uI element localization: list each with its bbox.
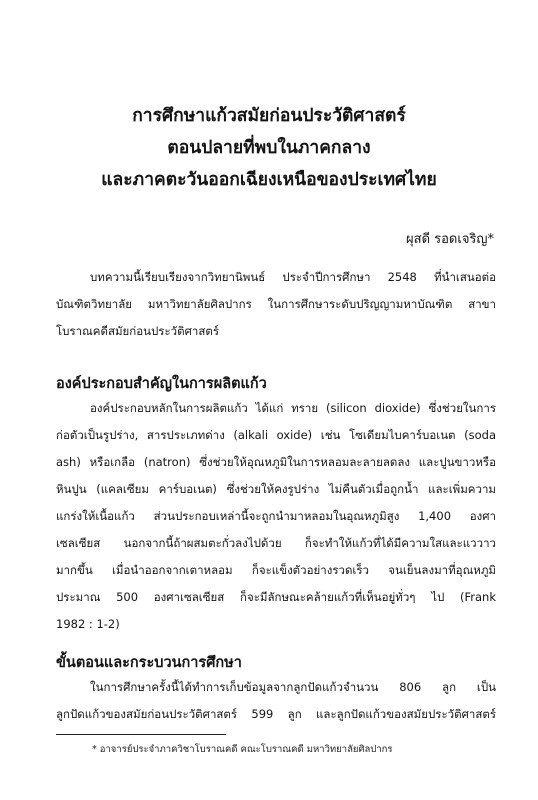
- abstract-paragraph: [56, 264, 496, 345]
- text-line: ในการศึกษาครั้งนี้ได้ทำการเก็บข้อมูลจากลูกปัดแก้วจำนวน 806 ลูก เป็น: [90, 680, 496, 694]
- title-line: ตอนปลายที่พบในภาคกลาง: [167, 138, 371, 158]
- article-title: [40, 100, 498, 196]
- text-line: หินปูน (แคลเซียม คาร์บอเนต) ซึ่งช่วยให้คงรูปร่าง ไม่คืนตัวเมื่อถูกน้ำ และเพิ่มความ: [56, 482, 496, 496]
- author-name: ผุสดี รอดเจริญ*: [406, 232, 494, 247]
- title-line: และภาคตะวันออกเฉียงเหนือของประเทศไทย: [101, 170, 437, 190]
- text-line: แกร่งให้เนื้อแก้ว ส่วนประกอบเหล่านี้จะถูกนำมาหลอมในอุณหภูมิสูง 1,400 องศา: [56, 509, 496, 523]
- text-line: บัณฑิตวิทยาลัย มหาวิทยาลัยศิลปากร ในการศึกษาระดับปริญญามหาบัณฑิต สาขา: [56, 297, 496, 311]
- section-heading-study-process: ขั้นตอนและกระบวนการศึกษา: [56, 655, 242, 671]
- footnote: * อาจารย์ประจำภาควิชาโบราณคดี คณะโบราณคดี มหาวิทยาลัยศิลปากร: [92, 744, 393, 755]
- section-paragraph-glass-components: [56, 395, 496, 638]
- section-heading-glass-components: องค์ประกอบสำคัญในการผลิตแก้ว: [56, 376, 267, 392]
- text-line: ลูกปัดแก้วของสมัยก่อนประวัติศาสตร์ 599 ลูก และลูกปัดแก้วของสมัยประวัติศาสตร์: [56, 707, 496, 721]
- footnote-divider: [56, 734, 226, 735]
- text-line: ash) หรือเกลือ (natron) ซึ่งช่วยให้อุณหภูมิในการหลอมละลายลดลง และปูนขาวหรือ: [56, 455, 496, 469]
- text-line: มากขึ้น เมื่อนำออกจากเตาหลอม ก็จะแข็งตัวอย่างรวดเร็ว จนเย็นลงมาที่อุณหภูมิ: [56, 563, 496, 577]
- text-line: บทความนี้เรียบเรียงจากวิทยานิพนธ์ ประจำปีการศึกษา 2548 ที่นำเสนอต่อ: [90, 270, 496, 284]
- text-line: โบราณคดีสมัยก่อนประวัติศาสตร์: [56, 324, 220, 338]
- text-line: องค์ประกอบหลักในการผลิตแก้ว ได้แก่ ทราย (silicon dioxide) ซึ่งช่วยในการ: [90, 401, 496, 415]
- text-line: เซลเซียส นอกจากนี้ถ้าผสมตะกั่วลงไปด้วย ก็จะทำให้แก้วที่ได้มีความใสและแววาว: [56, 536, 496, 550]
- section-paragraph-study-process: [56, 674, 496, 728]
- title-line: การศึกษาแก้วสมัยก่อนประวัติศาสตร์: [132, 106, 406, 126]
- text-line: 1982 : 1-2): [56, 617, 120, 631]
- text-line: ก่อตัวเป็นรูปร่าง, สารประเภทด่าง (alkali oxide) เช่น โซเดียมไบคาร์บอเนต (soda: [56, 428, 496, 442]
- text-line: ประมาณ 500 องศาเซลเซียส ก็จะมีลักษณะคล้ายแก้วที่เห็นอยู่ทั่วๆ ไป (Frank: [56, 590, 496, 604]
